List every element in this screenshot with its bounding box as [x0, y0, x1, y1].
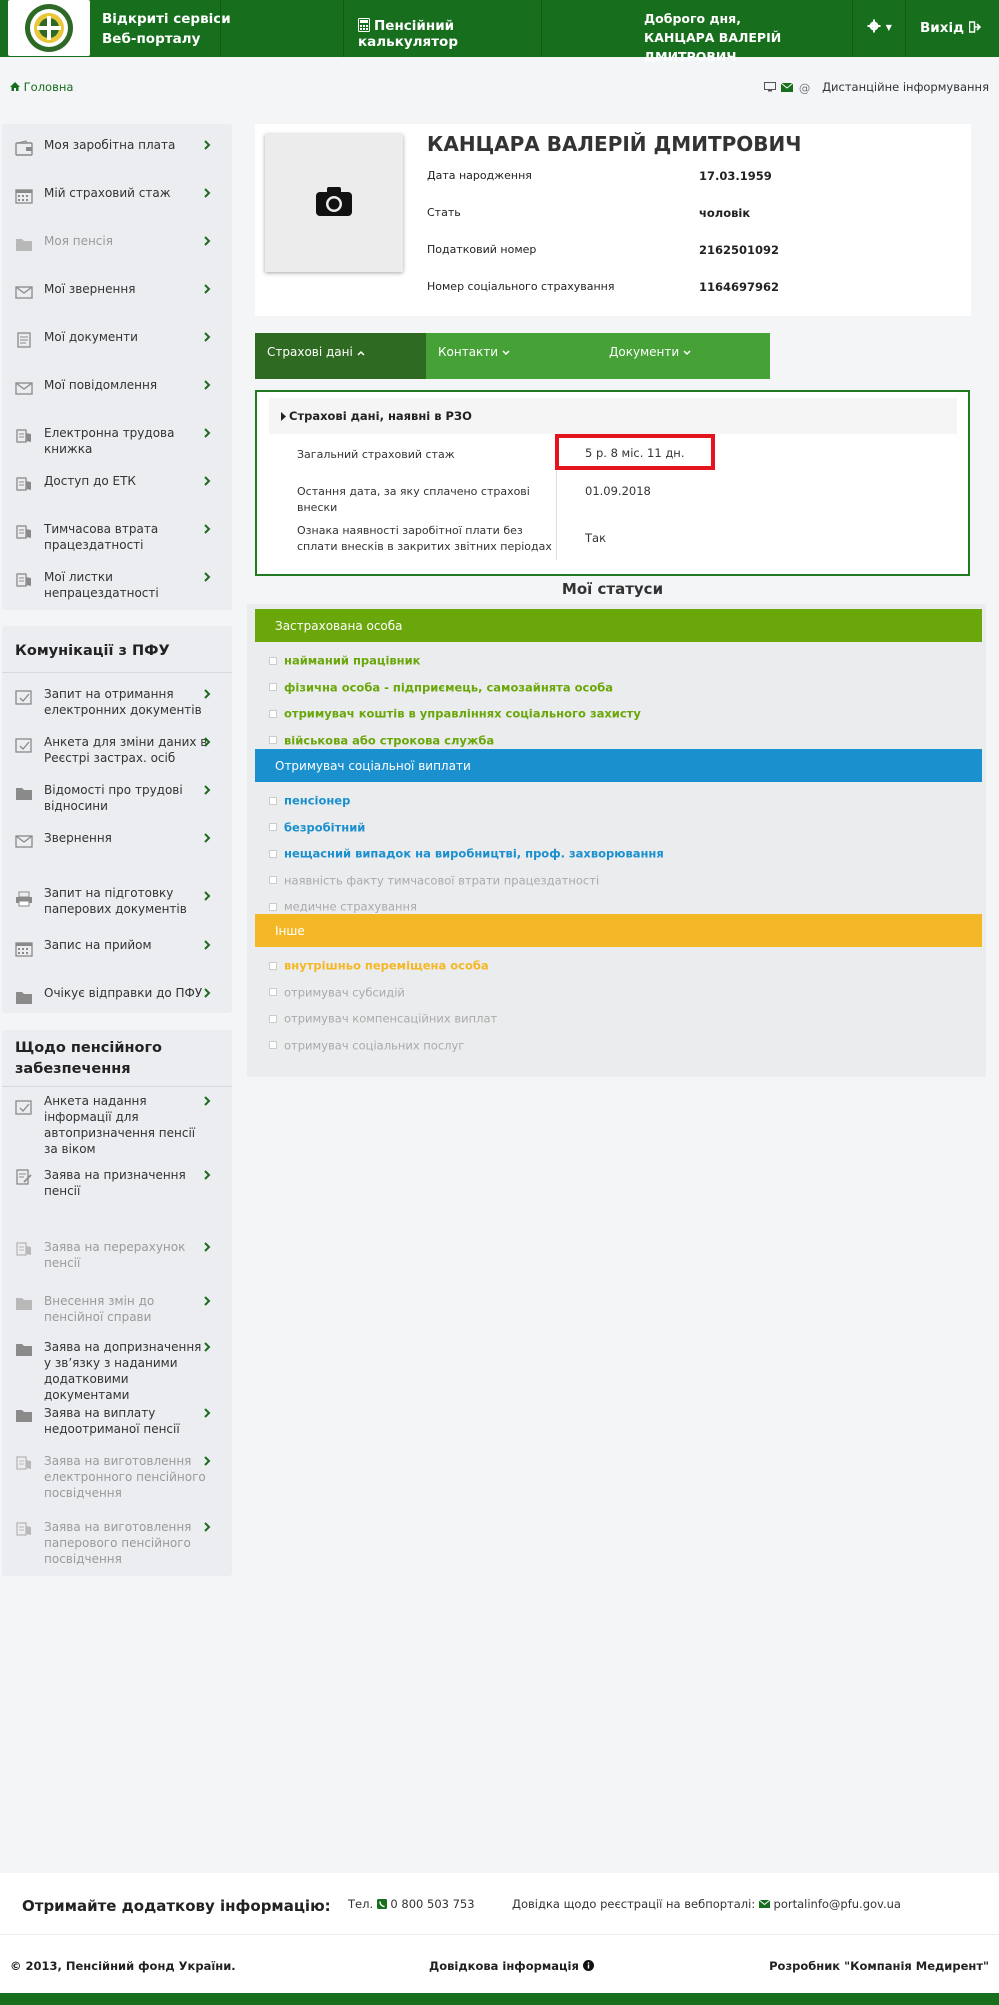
brand-line2: Веб-порталу [102, 31, 201, 47]
profile-name: КАНЦАРА ВАЛЕРІЙ ДМИТРОВИЧ [427, 132, 802, 156]
status-checkbox [269, 797, 277, 805]
caret-right-icon [281, 410, 286, 424]
calendar-icon [15, 941, 33, 957]
book-icon [15, 476, 33, 492]
sidebar-item[interactable] [2, 1445, 232, 1511]
sidebar-item-label: Мої повідомлення [44, 378, 158, 392]
footer-bottom [0, 1934, 999, 1993]
home-icon [10, 80, 20, 94]
exit-label: Вихід [920, 20, 964, 36]
user-greeting [541, 0, 842, 64]
chevron-right-icon [202, 283, 212, 295]
footer-help [512, 1897, 901, 1911]
pfu-logo[interactable] [8, 0, 90, 56]
sidebar-item[interactable] [2, 316, 232, 364]
chevron-right-icon [202, 1169, 212, 1181]
sidebar-item[interactable] [2, 124, 232, 172]
sidebar-item-label: Тимчасова втрата працездатності [44, 522, 159, 552]
insurance-value-salary-flag: Так [585, 531, 607, 545]
sidebar-item[interactable] [2, 673, 232, 721]
profile-card [255, 124, 971, 316]
check-doc-icon [15, 737, 33, 753]
chevron-right-icon [202, 1095, 212, 1107]
profile-value-social-number: 1164697962 [699, 280, 780, 294]
calendar-icon [15, 188, 33, 204]
status-label: отримувач субсидій [284, 985, 405, 1000]
sidebar-item[interactable] [2, 556, 232, 610]
chevron-right-icon [202, 832, 212, 844]
sidebar-item[interactable] [2, 961, 232, 1009]
sidebar-item[interactable] [2, 460, 232, 508]
status-label: фізична особа - підприємець, самозайнята особа [284, 680, 614, 695]
status-label: безробітний [284, 820, 366, 835]
status-item [269, 846, 664, 861]
status-label: отримувач коштів в управліннях соціального захисту [284, 706, 641, 721]
sidebar-item[interactable] [2, 1331, 232, 1402]
sidebar-item-label: Заява на виготовлення електронного пенсійного посвідчення [44, 1454, 206, 1500]
status-label: наявність факту тимчасової втрати працездатності [284, 873, 600, 888]
status-item [269, 706, 641, 721]
check-doc-icon [15, 689, 33, 705]
sidebar-item-label: Моя заробітна плата [44, 138, 176, 152]
sidebar-item[interactable] [2, 1087, 232, 1157]
highlight-box [555, 434, 715, 470]
status-item [269, 958, 489, 973]
status-item [269, 653, 420, 668]
gear-icon [867, 21, 881, 37]
info-circle-icon [583, 1959, 594, 1973]
sidebar-item[interactable] [2, 172, 232, 220]
status-label: медичне страхування [284, 899, 417, 914]
insurance-data-panel [255, 390, 970, 576]
sidebar-item-label: Запит на підготовку паперових документів [44, 886, 187, 916]
breadcrumb[interactable] [10, 80, 73, 94]
profile-value-birthdate: 17.03.1959 [699, 169, 772, 183]
chevron-right-icon [202, 890, 212, 902]
sidebar-item-label: Звернення [44, 831, 112, 845]
sidebar-item[interactable] [2, 913, 232, 961]
footer-info [0, 1873, 999, 1934]
chevron-right-icon [202, 736, 212, 748]
status-checkbox [269, 823, 277, 831]
chevron-right-icon [202, 784, 212, 796]
status-label: військова або строкова служба [284, 733, 495, 748]
status-label: пенсіонер [284, 793, 351, 808]
document-icon [15, 332, 33, 348]
sign-out-icon [969, 20, 981, 36]
status-label: найманий працівник [284, 653, 421, 668]
user-name: КАНЦАРА ВАЛЕРІЙ ДМИТРОВИЧ [644, 30, 782, 64]
book-icon [15, 428, 33, 444]
sidebar-item-label: Доступ до ЕТК [44, 474, 136, 488]
status-checkbox [269, 988, 277, 996]
status-label: внутрішньо переміщена особа [284, 958, 489, 973]
sidebar-item[interactable] [2, 1397, 232, 1445]
sidebar-item-label: Моя пенсія [44, 234, 113, 248]
status-group-header: Інше [255, 914, 982, 947]
help-label: Довідка щодо реєстрації на вебпорталі: [512, 1897, 756, 1911]
status-item [269, 873, 599, 888]
sidebar-item[interactable] [2, 1511, 232, 1576]
chevron-right-icon [202, 571, 212, 583]
status-item [269, 820, 365, 835]
sidebar-comm-panel [2, 626, 232, 1013]
insurance-label-salary-flag: Ознака наявності заробітної плати без сплати внесків в закритих звітних періодах [297, 524, 552, 553]
copyright: © 2013, Пенсійний фонд України. [10, 1959, 236, 1973]
status-checkbox [269, 1015, 277, 1023]
profile-label-gender: Стать [427, 206, 461, 219]
sidebar-item-label: Анкета надання інформації для автопризначення пенсії за віком [44, 1094, 196, 1156]
footer-email-link[interactable]: portalinfo@pfu.gov.ua [773, 1897, 901, 1911]
status-item [269, 680, 613, 695]
tab-label: Контакти [438, 345, 499, 359]
status-item [269, 985, 405, 1000]
sidebar-item-label: Запит на отримання електронних документів [44, 687, 202, 717]
chevron-right-icon [202, 379, 212, 391]
chevron-right-icon [202, 987, 212, 999]
book-icon [15, 1455, 33, 1471]
sidebar-item[interactable] [2, 769, 232, 817]
status-checkbox [269, 683, 277, 691]
statuses-panel [247, 604, 986, 1077]
book-icon [15, 524, 33, 540]
breadcrumb-home[interactable]: Головна [23, 80, 74, 94]
insurance-data-header[interactable] [269, 398, 957, 434]
profile-label-social-number: Номер соціального страхування [427, 280, 615, 293]
sidebar-item-label: Мої звернення [44, 282, 136, 296]
reference-label: Довідкова інформація [429, 1959, 579, 1973]
developer: Розробник "Компанія Медирент" [769, 1959, 989, 1973]
footer-phone [348, 1897, 475, 1911]
wallet-icon [15, 140, 33, 156]
statuses-title: Мої статуси [561, 580, 664, 598]
sidebar-item[interactable] [2, 865, 232, 916]
sidebar-item[interactable] [2, 508, 232, 556]
insurance-header-label: Страхові дані, наявні в РЗО [289, 409, 472, 423]
chevron-right-icon [202, 187, 212, 199]
status-group-header: Застрахована особа [255, 609, 982, 642]
chevron-right-icon [202, 1241, 212, 1253]
at-sign: @ [798, 80, 811, 95]
chevron-right-icon [202, 475, 212, 487]
status-item [269, 793, 350, 808]
chevron-right-icon [202, 1521, 212, 1533]
sidebar-item-label: Заява на виплату недоотриманої пенсії [44, 1406, 180, 1436]
chevron-right-icon [202, 1455, 212, 1467]
chevron-down-icon [502, 345, 510, 359]
chevron-right-icon [202, 139, 212, 151]
sidebar-item-label: Відомості про трудові відносини [44, 783, 183, 813]
sidebar-item-label: Запис на прийом [44, 938, 152, 952]
chevron-right-icon [202, 688, 212, 700]
sidebar-item[interactable] [2, 1223, 232, 1283]
profile-label-birthdate: Дата народження [427, 169, 532, 182]
chevron-right-icon [202, 331, 212, 343]
insurance-label-last-paid-date: Остання дата, за яку сплачено страхові внески [297, 485, 530, 514]
camera-icon [316, 186, 352, 219]
phone-icon [377, 1897, 387, 1911]
folder-icon [15, 1407, 33, 1423]
sidebar-item-label: Заява на призначення пенсії [44, 1168, 186, 1198]
chevron-up-icon [357, 345, 365, 359]
reference-info-link[interactable] [429, 1959, 594, 1973]
book-icon [15, 1241, 33, 1257]
phone-label: Тел. [348, 1897, 374, 1911]
sidebar-item[interactable] [2, 817, 232, 865]
chevron-down-icon [683, 345, 691, 359]
envelope-icon [15, 380, 33, 396]
calculator-label: Пенсійний калькулятор [358, 18, 458, 50]
profile-label-tax-number: Податковий номер [427, 243, 537, 256]
status-checkbox [269, 962, 277, 970]
envelope-icon [759, 1897, 770, 1911]
status-checkbox [269, 850, 277, 858]
sidebar-item-label: Мій страховий стаж [44, 186, 171, 200]
sidebar-item-label: Заява на виготовлення паперового пенсійного посвідчення [44, 1520, 192, 1566]
top-navbar [0, 0, 999, 64]
sidebar-item-label: Анкета для зміни даних в Реєстрі застрах. осіб [44, 735, 208, 765]
tab-label: Страхові дані [267, 345, 353, 359]
status-label: отримувач соціальних послуг [284, 1038, 465, 1053]
bottom-strip [0, 1993, 999, 2005]
status-item [269, 899, 417, 914]
status-checkbox [269, 876, 277, 884]
sidebar-item-label: Електронна трудова книжка [44, 426, 175, 456]
status-checkbox [269, 1041, 277, 1049]
chevron-right-icon [202, 939, 212, 951]
envelope-icon [15, 284, 33, 300]
folder-icon [15, 785, 33, 801]
tab-insurance-data[interactable] [255, 333, 426, 379]
sidebar-item[interactable] [2, 268, 232, 316]
status-item [269, 733, 494, 748]
book-icon [15, 1521, 33, 1537]
printer-icon [15, 891, 33, 907]
sidebar-item[interactable] [2, 412, 232, 460]
sidebar-item-label: Заява на перерахунок пенсії [44, 1240, 186, 1270]
sidebar-item-label: Мої документи [44, 330, 138, 344]
monitor-icon [764, 81, 776, 95]
status-item [269, 1038, 464, 1053]
profile-photo[interactable] [265, 134, 403, 272]
folder-icon [15, 1295, 33, 1311]
tab-contacts[interactable] [426, 333, 597, 379]
exit-button[interactable] [905, 0, 999, 57]
remote-info[interactable] [764, 80, 989, 95]
folder-icon [15, 236, 33, 252]
profile-tabs [255, 333, 770, 379]
profile-value-gender: чоловік [699, 206, 751, 220]
status-checkbox [269, 736, 277, 744]
pension-calculator-link[interactable] [343, 0, 541, 57]
chevron-right-icon [202, 1295, 212, 1307]
sidebar-item[interactable] [2, 364, 232, 412]
sidebar-pension-panel [2, 1030, 232, 1576]
chevron-right-icon [202, 1407, 212, 1419]
calculator-icon [358, 18, 370, 32]
phone-number[interactable]: 0 800 503 753 [390, 1897, 475, 1911]
tab-label: Документи [609, 345, 680, 359]
status-label: нещасний випадок на виробництві, проф. захворювання [284, 846, 664, 861]
sidebar-main-panel [2, 124, 232, 610]
sidebar-item[interactable] [2, 1157, 232, 1223]
status-label: отримувач компенсаційних виплат [284, 1011, 498, 1026]
pension-section-title: Щодо пенсійного забезпечення [15, 1040, 163, 1077]
folder-icon [15, 1341, 33, 1357]
footer-info-title: Отримайте додаткову інформацію: [22, 1897, 331, 1915]
caret-down-icon: ▼ [885, 23, 892, 32]
status-group-header: Отримувач соціальної виплати [255, 749, 982, 782]
profile-value-tax-number: 2162501092 [699, 243, 780, 257]
chevron-right-icon [202, 523, 212, 535]
insurance-label-total-experience: Загальний страховий стаж [297, 448, 455, 461]
chevron-right-icon [202, 427, 212, 439]
envelope-icon [781, 81, 793, 95]
book-icon [15, 572, 33, 588]
portal-brand[interactable] [102, 9, 231, 49]
comm-section-title: Комунікації з ПФУ [15, 643, 170, 659]
greeting-text: Доброго дня, [644, 11, 741, 26]
remote-info-label[interactable]: Дистанційне інформування [822, 80, 989, 94]
status-checkbox [269, 903, 277, 911]
sidebar-item-label: Очікує відправки до ПФУ [44, 986, 203, 1000]
status-checkbox [269, 657, 277, 665]
tab-documents[interactable] [597, 333, 770, 379]
chevron-right-icon [202, 235, 212, 247]
sidebar-item[interactable] [2, 1283, 232, 1331]
edit-doc-icon [15, 1169, 33, 1185]
sidebar-item[interactable] [2, 721, 232, 769]
chevron-right-icon [202, 1341, 212, 1353]
sidebar-item-label: Мої листки непрацездатності [44, 570, 159, 600]
status-checkbox [269, 710, 277, 718]
insurance-value-last-paid-date: 01.09.2018 [585, 484, 651, 498]
insurance-value-total-experience: 5 р. 8 міс. 11 дн. [585, 446, 685, 460]
sidebar-item-label: Заява на допризначення у зв’язку з наданими додатковими документами [44, 1340, 202, 1402]
envelope-icon [15, 833, 33, 849]
check-doc-icon [15, 1099, 33, 1115]
settings-dropdown[interactable] [852, 0, 905, 57]
folder-icon [15, 989, 33, 1005]
sidebar-item[interactable] [2, 220, 232, 268]
sidebar-item-label: Внесення змін до пенсійної справи [44, 1294, 155, 1324]
status-item [269, 1011, 497, 1026]
brand-line1: Відкриті сервіси [102, 11, 231, 27]
